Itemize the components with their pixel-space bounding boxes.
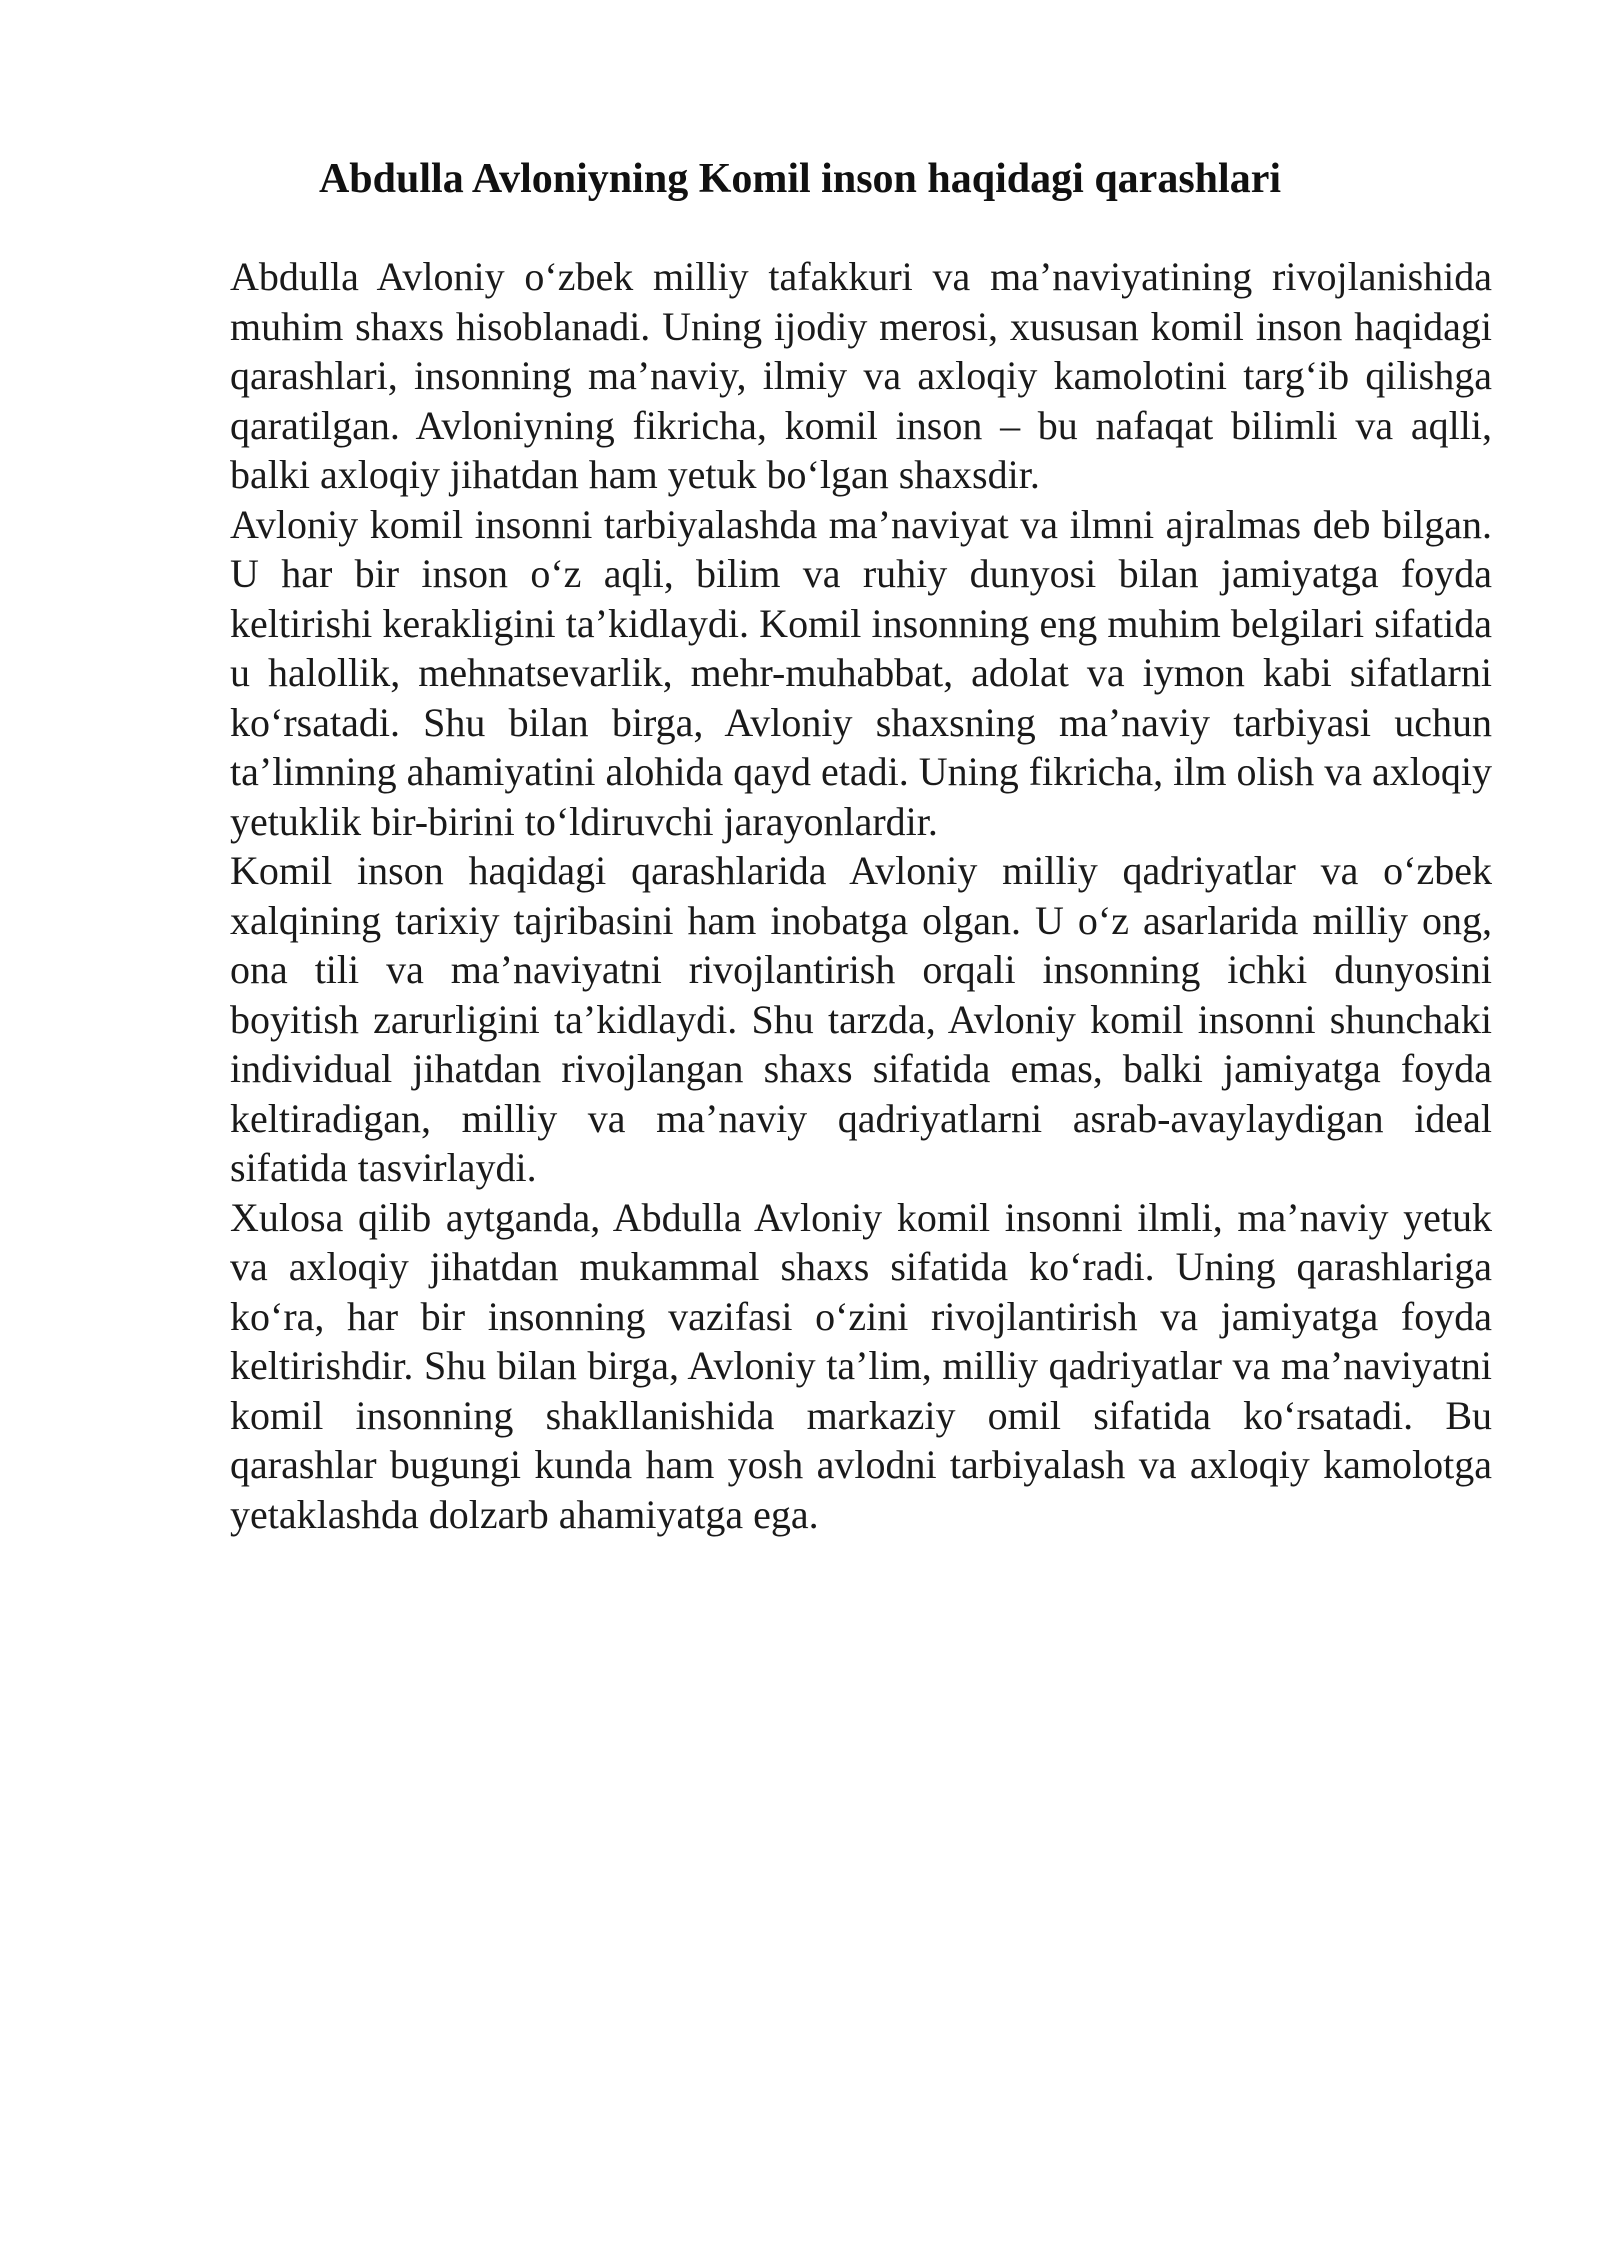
paragraph-4: Xulosa qilib aytganda, Abdulla Avloniy komil insonni ilmli, ma’naviy yetuk va axloqiy jihatdan mukammal shaxs sifatida ko‘radi. Uning qarashlariga ko‘ra, har bir insonning vazifasi o‘zini rivojlantirish va jamiyatga foyda keltirishdir. Shu bilan birga, Avloniy ta’lim, milliy qadriyatlar va ma’naviyatni komil insonning shakllanishida markaziy omil sifatida ko‘rsatadi. Bu qarashlar bugungi kunda ham yosh avlodni tarbiyalash va axloqiy kamolotga yetaklashda dolzarb ahamiyatga ega. xyxy=(230,1194,1492,1537)
paragraph-1: Abdulla Avloniy o‘zbek milliy tafakkuri va ma’naviyatining rivojlanishida muhim shaxs hisoblanadi. Uning ijodiy merosi, xususan komil inson haqidagi qarashlari, insonning ma’naviy, ilmiy va axloqiy kamolotini targ‘ib qilishga qaratilgan. Avloniyning fikricha, komil inson – bu nafaqat bilimli va aqlli, balki axloqiy jihatdan ham yetuk bo‘lgan shaxsdir. xyxy=(230,254,1492,497)
paragraph-3: Komil inson haqidagi qarashlarida Avloniy milliy qadriyatlar va o‘zbek xalqining tarixiy tajribasini ham inobatga olgan. U o‘z asarlarida milliy ong, ona tili va ma’naviyatni rivojlantirish orqali insonning ichki dunyosini boyitish zarurligini ta’kidlaydi. Shu tarzda, Avloniy komil insonni shunchaki individual jihatdan rivojlangan shaxs sifatida emas, balki jamiyatga foyda keltiradigan, milliy va ma’naviy qadriyatlarni asrab-avaylaydigan ideal sifatida tasvirlaydi. xyxy=(230,848,1492,1190)
document-body xyxy=(230,252,1492,1539)
paragraph-2: Avloniy komil insonni tarbiyalashda ma’naviyat va ilmni ajralmas deb bilgan. U har bir inson o‘z aqli, bilim va ruhiy dunyosi bilan jamiyatga foyda keltirishi kerakligini ta’kidlaydi. Komil insonning eng muhim belgilari sifatida u halollik, mehnatsevarlik, mehr-muhabbat, adolat va iymon kabi sifatlarni ko‘rsatadi. Shu bilan birga, Avloniy shaxsning ma’naviy tarbiyasi uchun ta’limning ahamiyatini alohida qayd etadi. Uning fikricha, ilm olish va axloqiy yetuklik bir-birini to‘ldiruvchi jarayonlardir. xyxy=(230,501,1492,844)
document-title: Abdulla Avloniyning Komil inson haqidagi qarashlari xyxy=(318,156,1282,202)
